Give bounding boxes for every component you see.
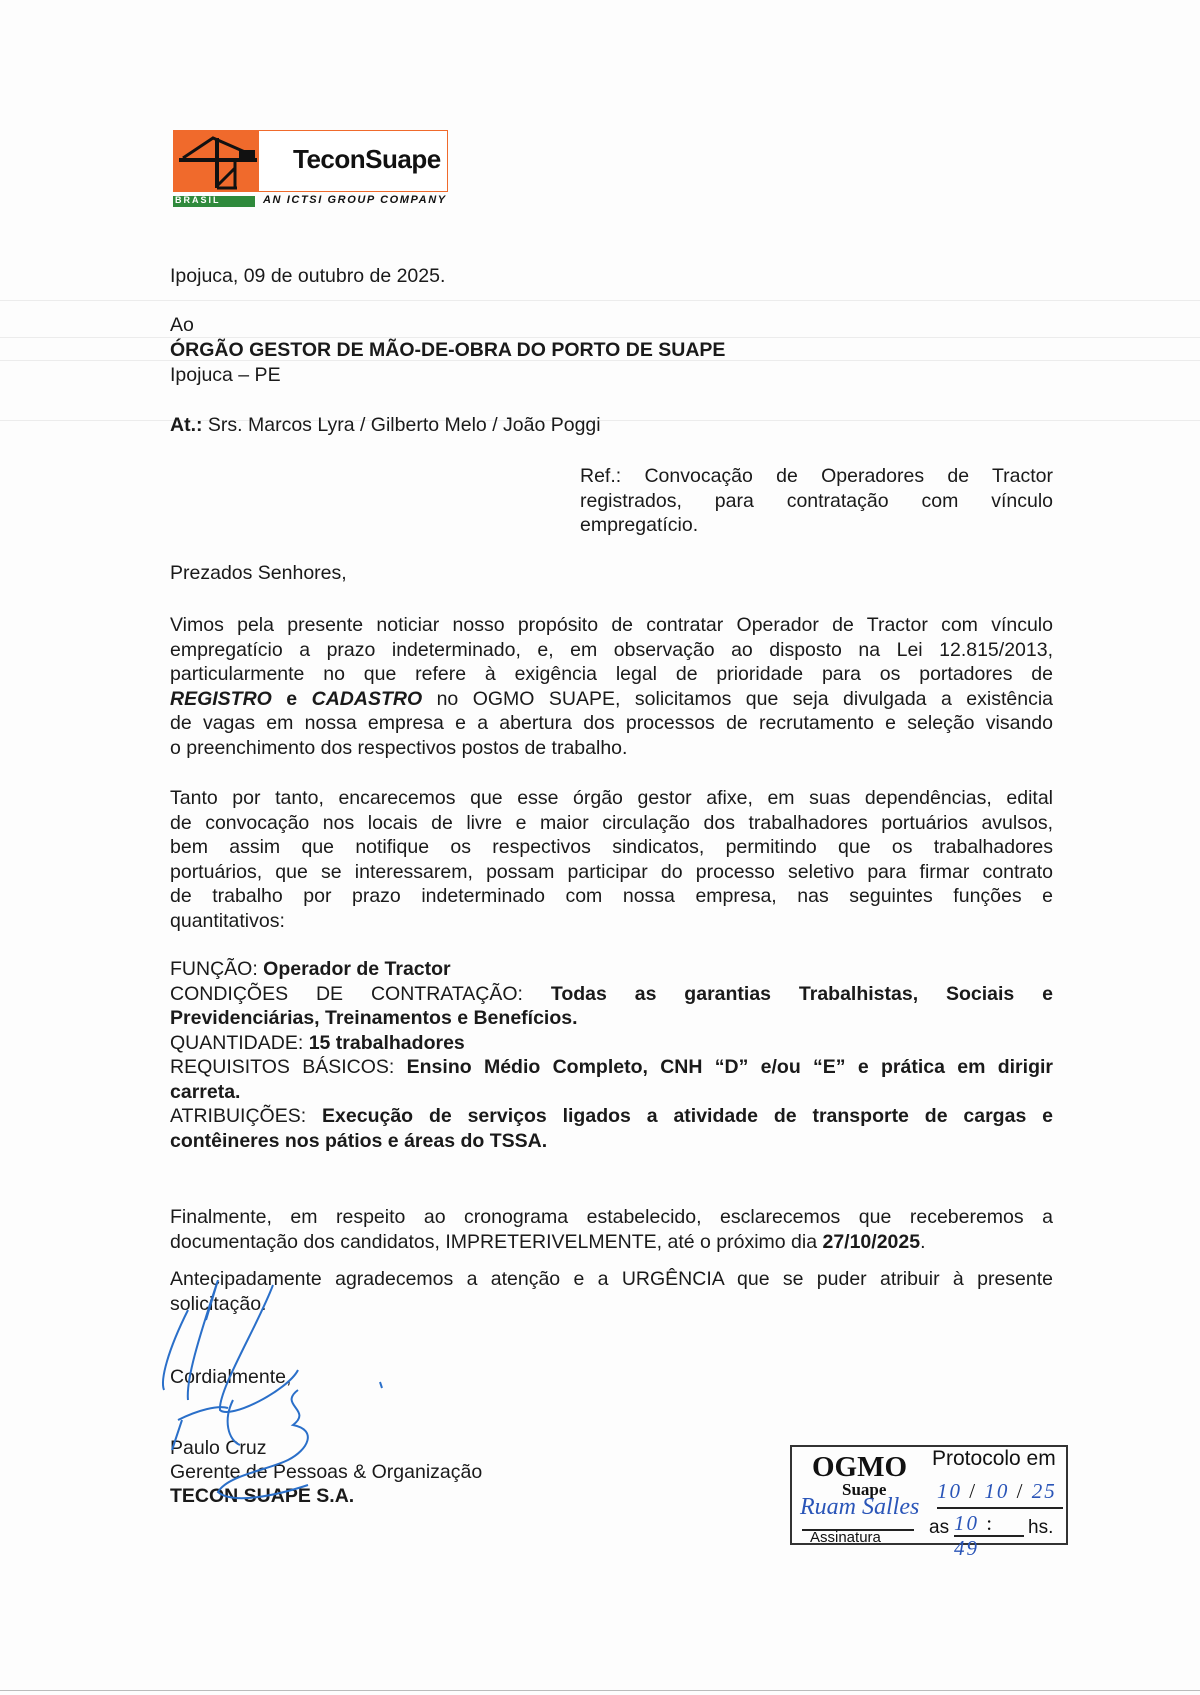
job-requirements-value: Ensino Médio Completo, CNH “D” e/ou “E” e prática em dirigir	[406, 1056, 1053, 1078]
stamp-org-sub: Suape	[842, 1480, 887, 1499]
job-requirements	[170, 1055, 1053, 1080]
attention-label: At.:	[170, 414, 203, 436]
p1-line: de vagas em nossa empresa e a abertura dos processos de recrutamento e seleção visando	[170, 712, 1053, 734]
recipient-organization: ÓRGÃO GESTOR DE MÃO-DE-OBRA DO PORTO DE SUAPE	[170, 339, 726, 361]
job-conditions-label: CONDIÇÕES DE CONTRATAÇÃO:	[170, 982, 551, 1005]
stamp-signature-label: Assinatura	[810, 1529, 881, 1546]
stamp-protocol-label: Protocolo em	[932, 1447, 1056, 1470]
connector-e: e	[271, 687, 312, 710]
p4-line: solicitação.	[170, 1292, 267, 1315]
p3-text: documentação dos candidatos, IMPRETERIVELMENTE, até o próximo dia	[170, 1230, 823, 1253]
p2-line: Tanto por tanto, encarecemos que esse órgão gestor afixe, em suas dependências, edital	[170, 787, 1053, 809]
reference-line-3: empregatício.	[580, 514, 699, 536]
job-duties-cont: contêineres nos pátios e áreas do TSSA.	[170, 1129, 548, 1152]
job-requirements-cont: carreta.	[170, 1080, 241, 1103]
reference-line-1	[580, 464, 1053, 489]
job-requirements-label: REQUISITOS BÁSICOS:	[170, 1056, 407, 1078]
stamp-time-prefix: as	[929, 1517, 950, 1538]
ogmo-receipt-stamp	[790, 1445, 1068, 1560]
p4-line: Antecipadamente agradecemos a atenção e a URGÊNCIA que se puder atribuir à presente	[170, 1268, 1053, 1290]
job-duties	[170, 1104, 1053, 1129]
job-quantity	[170, 1031, 1053, 1056]
reference-label: Ref.:	[580, 465, 622, 487]
attention-names: Srs. Marcos Lyra / Gilberto Melo / João Poggi	[202, 414, 601, 436]
greeting: Prezados Senhores,	[170, 562, 347, 584]
p3-line: Finalmente, em respeito ao cronograma estabelecido, esclarecemos que receberemos a	[170, 1206, 1053, 1228]
recipient-location: Ipojuca – PE	[170, 364, 281, 386]
logo-company-name: TeconSuape	[293, 144, 441, 174]
signatory-title: Gerente de Pessoas & Organização	[170, 1461, 483, 1483]
stamp-time-suffix: hs.	[1028, 1517, 1054, 1538]
job-function	[170, 957, 1053, 982]
job-function-value: Operador de Tractor	[263, 958, 451, 980]
p2-line: de trabalho por prazo indeterminado com nossa empresa, nas seguintes funções e	[170, 885, 1053, 907]
paragraph-deadline	[170, 1205, 1053, 1254]
job-duties-value: Execução de serviços ligados a atividade de transporte de cargas e	[322, 1105, 1053, 1127]
time-separator: :	[986, 1511, 995, 1535]
job-conditions-cont: Previdenciárias, Treinamentos e Benefícios.	[170, 1007, 578, 1029]
p1-line: particularmente no que refere à exigência legal de prioridade para os portadores de	[170, 663, 1053, 685]
registro-emphasis: REGISTRO	[170, 687, 272, 710]
scan-artifact	[0, 300, 1200, 301]
crane-icon	[173, 130, 258, 192]
reference-block	[580, 464, 1053, 538]
p2-line: de convocação nos locais de livre e maior circulação dos trabalhadores portuários avulsos,	[170, 811, 1053, 834]
stamp-date-day: 10	[937, 1479, 962, 1503]
attention-line	[170, 413, 601, 438]
recipient-prefix: Ao	[170, 314, 194, 336]
p1-line: o preenchimento dos respectivos postos de trabalho.	[170, 736, 628, 759]
p1-line	[170, 687, 1053, 712]
job-duties-label: ATRIBUIÇÕES:	[170, 1105, 323, 1127]
date-separator: /	[1016, 1479, 1025, 1503]
p1-line: empregatício a prazo indeterminado, e, em observação ao disposto na Lei 12.815/2013,	[170, 638, 1053, 661]
place-date: Ipojuca, 09 de outubro de 2025.	[170, 265, 446, 287]
stamp-date-year: 25	[1031, 1479, 1057, 1503]
p3-line	[170, 1230, 1053, 1255]
job-quantity-label: QUANTIDADE:	[170, 1031, 309, 1054]
signatory-name: Paulo Cruz	[170, 1437, 267, 1459]
stamp-date-month: 10	[984, 1479, 1010, 1503]
logo-country-label: BRASIL	[175, 195, 221, 205]
job-conditions-value: Todas as garantias Trabalhistas, Sociais e	[550, 982, 1054, 1005]
paragraph-thanks	[170, 1267, 1053, 1316]
reference-text-1: Convocação de Operadores de Tractor	[621, 465, 1053, 487]
cadastro-emphasis: CADASTRO	[311, 687, 423, 710]
p1-line4-rest: no OGMO SUAPE, solicitamos que seja divulgada a existência	[422, 687, 1053, 710]
p3-end: .	[920, 1230, 926, 1253]
logo-tagline: AN ICTSI GROUP COMPANY	[263, 194, 447, 206]
stamp-protocol-time	[954, 1511, 1024, 1560]
stamp-time-minute: 49	[954, 1536, 979, 1560]
p2-line: bem assim que notifique os respectivos sindicatos, permitindo que os trabalhadores	[170, 836, 1053, 858]
job-function-label: FUNÇÃO:	[170, 958, 264, 980]
company-logo	[173, 130, 449, 210]
date-separator: /	[969, 1479, 978, 1503]
paragraph-request	[170, 786, 1053, 933]
stamp-handwritten-signature: Ruam Salles	[800, 1494, 920, 1520]
job-conditions	[170, 982, 1053, 1007]
stamp-protocol-date	[937, 1479, 1063, 1509]
stamp-org: OGMO	[812, 1451, 908, 1483]
deadline-date: 27/10/2025	[822, 1230, 921, 1253]
reference-line-2: registrados, para contratação com vínculo	[580, 489, 1053, 512]
signatory-company: TECON SUAPE S.A.	[170, 1485, 355, 1507]
job-quantity-value: 15 trabalhadores	[308, 1031, 465, 1054]
scan-artifact	[0, 1690, 1200, 1691]
p1-line: Vimos pela presente noticiar nosso propósito de contratar Operador de Tractor com vínculo	[170, 614, 1053, 636]
job-details	[170, 957, 1053, 1153]
paragraph-intent	[170, 613, 1053, 760]
closing: Cordialmente,	[170, 1366, 292, 1388]
stamp-time-hour: 10	[954, 1511, 979, 1535]
p2-line: quantitativos:	[170, 909, 285, 932]
p2-line: portuários, que se interessarem, possam participar do processo seletivo para firmar contrato	[170, 860, 1053, 883]
